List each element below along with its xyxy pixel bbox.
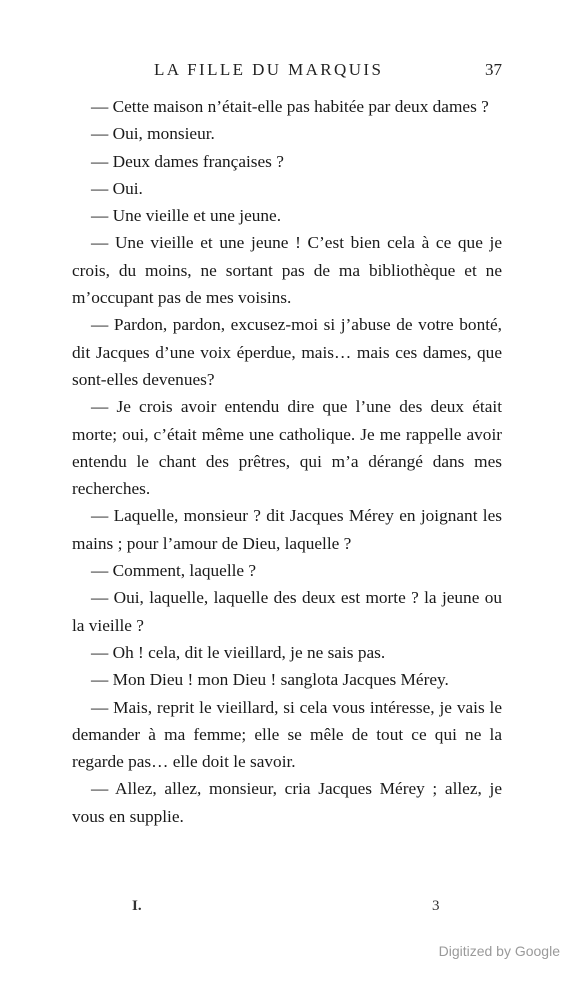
body-text xyxy=(72,93,502,830)
paragraph: — Comment, laquelle ? xyxy=(91,561,257,581)
paragraph: — Une vieille et une jeune. xyxy=(91,206,282,226)
paragraph: — Oui. xyxy=(91,178,143,198)
page-header xyxy=(72,60,502,84)
signature-mark-right: 3 xyxy=(432,898,440,914)
running-title: LA FILLE DU MARQUIS xyxy=(154,60,384,79)
paragraph: — Oh ! cela, dit le vieillard, je ne sais pas. xyxy=(91,642,386,662)
paragraph: — Deux dames françaises ? xyxy=(91,151,284,171)
paragraph: — Laquelle, monsieur ? dit Jacques Mérey en joignant les mains ; pour l’amour de Dieu, laquelle ? xyxy=(72,506,502,553)
paragraph: — Mon Dieu ! mon Dieu ! sanglota Jacques Mérey. xyxy=(91,670,449,690)
page-footer xyxy=(72,898,502,922)
paragraph: — Je crois avoir entendu dire que l’une des deux était morte; oui, c’était même une catholique. Je me rappelle avoir entendu le chant des prêtres, qui m’a dérangé dans mes recherches. xyxy=(72,397,502,499)
signature-mark: I. xyxy=(132,898,142,914)
watermark: Digitized by Google xyxy=(438,943,560,959)
paragraph: — Une vieille et une jeune ! C’est bien cela à ce que je crois, du moins, ne sortant pas de ma bibliothèque et ne m’occupant pas de mes voisins. xyxy=(72,233,502,308)
paragraph: — Pardon, pardon, excusez-moi si j’abuse de votre bonté, dit Jacques d’une voix éperdue, mais… mais ces dames, que sont-elles devenues? xyxy=(72,315,502,389)
paragraph: — Mais, reprit le vieillard, si cela vous intéresse, je vais le demander à ma femme; elle se mêle de tout ce qui ne la regarde pas… elle doit le savoir. xyxy=(72,697,502,772)
paragraph: — Allez, allez, monsieur, cria Jacques Mérey ; allez, je vous en supplie. xyxy=(72,779,502,826)
paragraph: — Oui, monsieur. xyxy=(91,124,215,144)
paragraph: — Oui, laquelle, laquelle des deux est morte ? la jeune ou la vieille ? xyxy=(72,588,502,635)
paragraph: — Cette maison n’était-elle pas habitée par deux dames ? xyxy=(91,97,489,116)
page-number: 37 xyxy=(485,60,502,79)
